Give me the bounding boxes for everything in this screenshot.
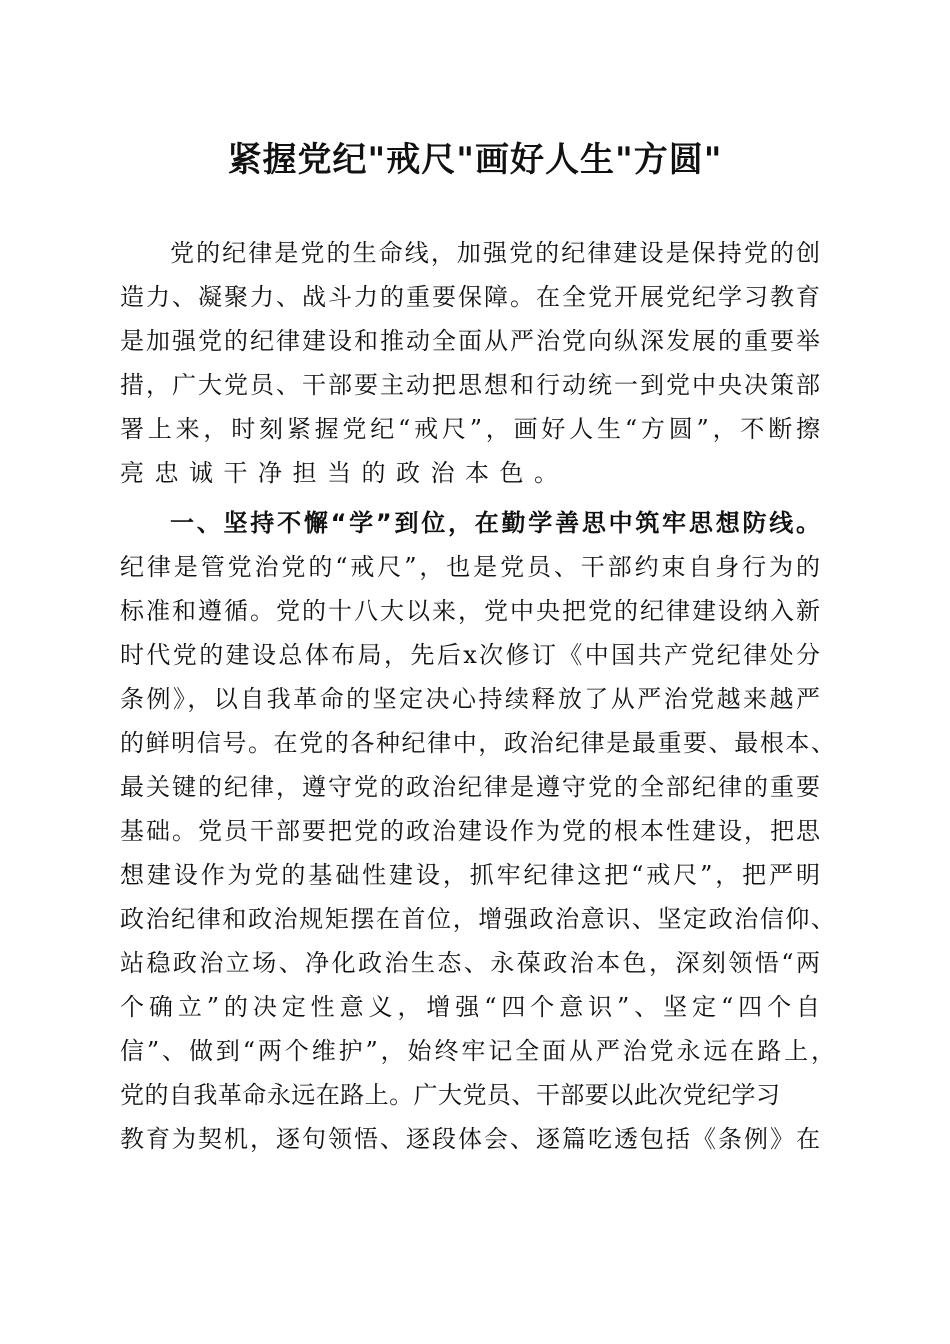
text-line: 站稳政治立场、净化政治生态、永葆政治本色，深刻领悟“两 xyxy=(120,949,820,977)
text-line: 措，广大党员、干部要主动把思想和行动统一到党中央决策部 xyxy=(120,371,820,399)
text-line: 个确立”的决定性意义，增强“四个意识”、坚定“四个自 xyxy=(120,993,820,1021)
document-title: 紧握党纪"戒尺"画好人生"方圆" xyxy=(227,140,723,180)
section-heading: 一、坚持不懈“学”到位，在勤学善思中筑牢思想防线。 xyxy=(170,509,820,537)
text-line: 想建设作为党的基础性建设，抓牢纪律这把“戒尺”，把严明 xyxy=(120,861,820,889)
text-line: 政治纪律和政治规矩摆在首位，增强政治意识、坚定政治信仰、 xyxy=(120,905,835,933)
text-line: 的鲜明信号。在党的各种纪律中，政治纪律是最重要、最根本、 xyxy=(120,729,835,757)
text-line: 条例》，以自我革命的坚定决心持续释放了从严治党越来越严 xyxy=(120,685,820,713)
text-line: 时代党的建设总体布局，先后x次修订《中国共产党纪律处分 xyxy=(120,641,820,669)
text-line: 最关键的纪律，遵守党的政治纪律是遵守党的全部纪律的重要 xyxy=(120,773,820,801)
text-line: 党的纪律是党的生命线，加强党的纪律建设是保持党的创 xyxy=(170,239,820,267)
text-line: 基础。党员干部要把党的政治建设作为党的根本性建设，把思 xyxy=(120,817,820,845)
text-line: 是加强党的纪律建设和推动全面从严治党向纵深发展的重要举 xyxy=(120,327,820,355)
text-line: 署上来，时刻紧握党纪“戒尺”，画好人生“方圆”，不断擦 xyxy=(120,415,820,443)
text-line: 党的自我革命永远在路上。广大党员、干部要以此次党纪学习 xyxy=(120,1081,780,1109)
text-line: 信”、做到“两个维护”，始终牢记全面从严治党永远在路上， xyxy=(120,1037,835,1065)
text-line: 亮忠诚干净担当的政治本色。 xyxy=(120,459,569,487)
text-line: 教育为契机，逐句领悟、逐段体会、逐篇吃透包括《条例》在 xyxy=(120,1125,820,1153)
text-line: 标准和遵循。党的十八大以来，党中央把党的纪律建设纳入新 xyxy=(120,597,820,625)
text-line: 造力、凝聚力、战斗力的重要保障。在全党开展党纪学习教育 xyxy=(120,283,820,311)
text-line: 纪律是管党治党的“戒尺”，也是党员、干部约束自身行为的 xyxy=(120,553,820,581)
